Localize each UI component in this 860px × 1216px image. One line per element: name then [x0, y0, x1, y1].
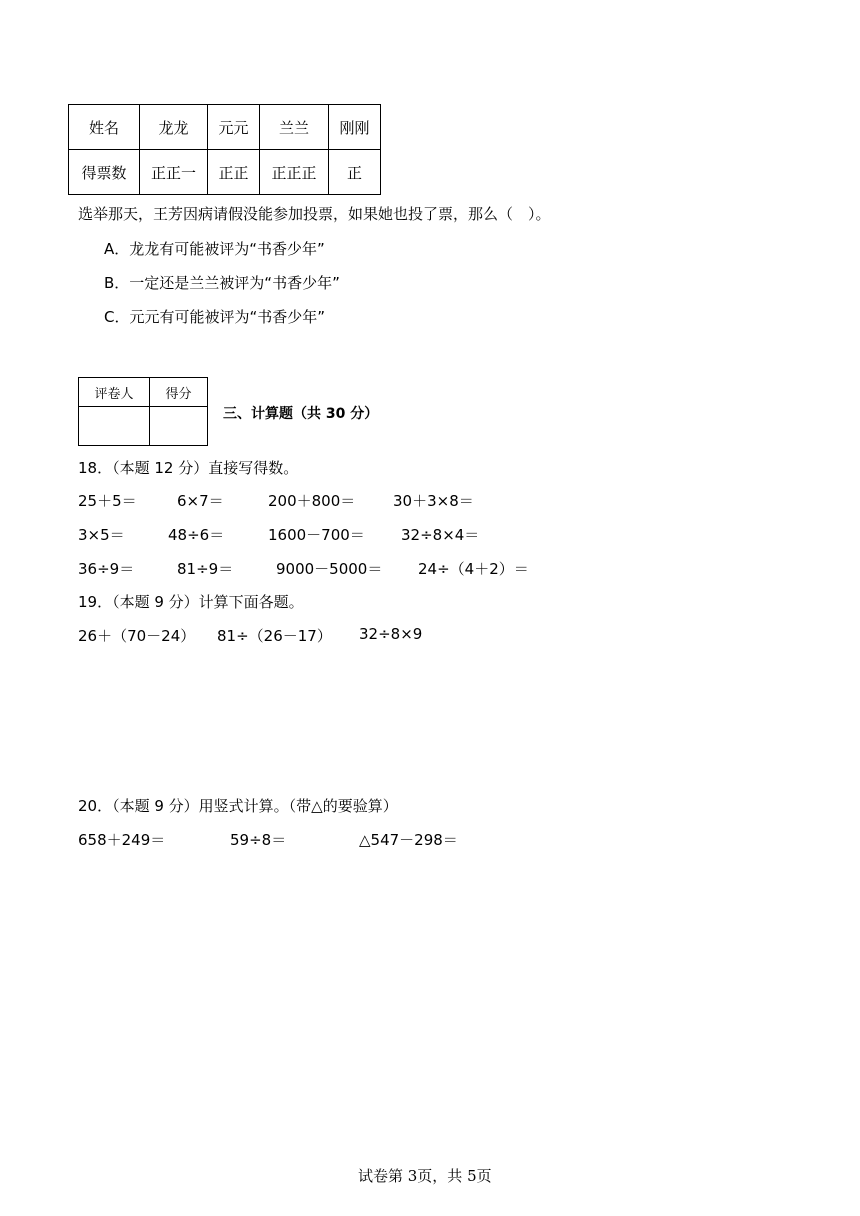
- score-label: 得分: [150, 378, 208, 407]
- q18-item: 30＋3×8＝: [393, 492, 474, 510]
- q19-item: 26＋（70－24）: [78, 627, 196, 645]
- vote-table: [68, 104, 381, 195]
- q18-item: 81÷9＝: [177, 560, 234, 578]
- q20-item: 59÷8＝: [230, 831, 287, 849]
- vote-table-cell: 刚刚: [329, 105, 381, 150]
- q19-item: 32÷8×9: [359, 625, 423, 643]
- q20-title: 20．（本题 9 分）用竖式计算。（带△的要验算）: [78, 797, 398, 815]
- q18-item: 25＋5＝: [78, 492, 137, 510]
- option-c: C．元元有可能被评为“书香少年”: [104, 308, 326, 326]
- q18-item: 200＋800＝: [268, 492, 356, 510]
- q18-item: 36÷9＝: [78, 560, 135, 578]
- q18-item: 48÷6＝: [168, 526, 225, 544]
- q18-item: 6×7＝: [177, 492, 224, 510]
- q19-title: 19．（本题 9 分）计算下面各题。: [78, 593, 304, 611]
- option-b: B．一定还是兰兰被评为“书香少年”: [104, 274, 340, 292]
- vote-table-header-row: [69, 105, 381, 150]
- vote-table-cell: 正正正: [260, 150, 329, 195]
- vote-table-cell: 得票数: [69, 150, 140, 195]
- grader-label: 评卷人: [79, 378, 150, 407]
- vote-table-cell: 正: [329, 150, 381, 195]
- page-footer: 试卷第 3页，共 5页: [358, 1167, 492, 1185]
- q20-item: △547－298＝: [359, 831, 458, 849]
- q18-item: 1600－700＝: [268, 526, 365, 544]
- score-cell: [150, 407, 208, 446]
- q18-item: 32÷8×4＝: [401, 526, 480, 544]
- q18-item: 3×5＝: [78, 526, 125, 544]
- q20-item: 658＋249＝: [78, 831, 166, 849]
- vote-table-cell: 元元: [208, 105, 260, 150]
- question-stem: 选举那天，王芳因病请假没能参加投票，如果她也投了票，那么（ ）。: [78, 205, 551, 223]
- vote-table-cell: 正正一: [140, 150, 208, 195]
- option-a: A．龙龙有可能被评为“书香少年”: [104, 240, 325, 258]
- vote-table-cell: 龙龙: [140, 105, 208, 150]
- q19-item: 81÷（26－17）: [217, 627, 332, 645]
- q18-title: 18．（本题 12 分）直接写得数。: [78, 459, 299, 477]
- vote-table-data-row: [69, 150, 381, 195]
- score-box: [78, 377, 208, 446]
- vote-table-cell: 兰兰: [260, 105, 329, 150]
- vote-table-cell: 正正: [208, 150, 260, 195]
- section-title: 三、计算题（共 30 分）: [223, 406, 379, 422]
- q18-item: 9000－5000＝: [276, 560, 383, 578]
- vote-table-cell: 姓名: [69, 105, 140, 150]
- grader-cell: [79, 407, 150, 446]
- q18-item: 24÷（4＋2）＝: [418, 560, 529, 578]
